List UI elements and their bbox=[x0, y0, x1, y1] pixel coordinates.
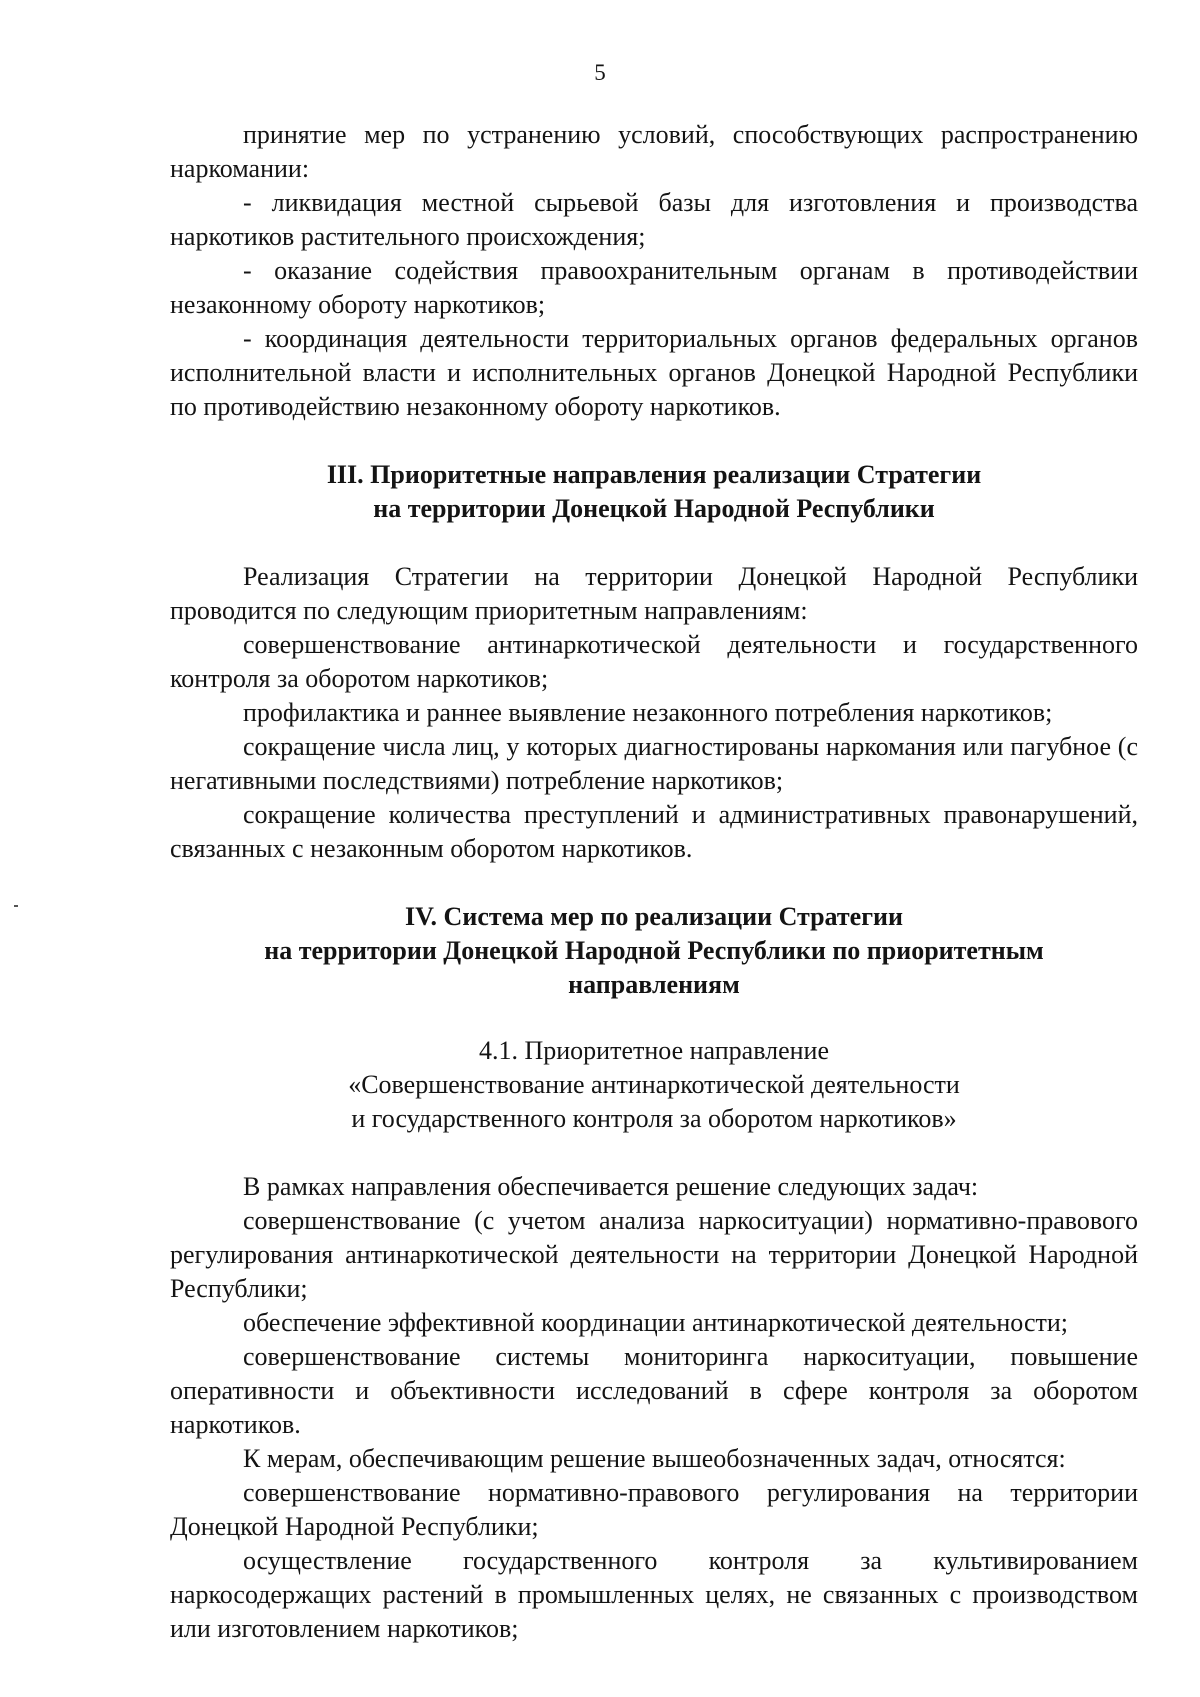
section-4-paragraph: К мерам, обеспечивающим решение вышеобозначенных задач, относятся: bbox=[243, 1444, 1066, 1473]
section-3-heading-line: на территории Донецкой Народной Республики bbox=[373, 494, 935, 523]
section-4-heading-line: на территории Донецкой Народной Республики по приоритетным bbox=[264, 936, 1044, 965]
section-3-heading-line: III. Приоритетные направления реализации Стратегии bbox=[326, 460, 982, 489]
section-4-heading bbox=[170, 900, 1138, 1002]
subsection-heading-line: 4.1. Приоритетное направление bbox=[478, 1036, 830, 1065]
subsection-heading-line: «Совершенствование антинаркотической деятельности bbox=[348, 1070, 960, 1099]
subsection-4-1-heading bbox=[170, 1034, 1138, 1136]
section-4-heading-line: направлениям bbox=[568, 970, 740, 999]
intro-list-item: - координация деятельности территориальных органов федеральных органов исполнительной власти и исполнительных органов Донецкой Народной Республики по противодействию незаконному обороту наркотиков. bbox=[170, 324, 1138, 421]
intro-list-item: - оказание содействия правоохранительным органам в противодействии незаконному обороту наркотиков; bbox=[170, 256, 1138, 319]
section-4-paragraph: обеспечение эффективной координации антинаркотической деятельности; bbox=[243, 1308, 1068, 1337]
section-3-paragraph: профилактика и раннее выявление незаконного потребления наркотиков; bbox=[243, 698, 1053, 727]
section-4-paragraph: совершенствование системы мониторинга наркоситуации, повышение оперативности и объективности исследований в сфере контроля за оборотом наркотиков. bbox=[170, 1342, 1138, 1439]
section-4-paragraph: В рамках направления обеспечивается решение следующих задач: bbox=[243, 1172, 979, 1201]
section-4-paragraph: совершенствование (с учетом анализа наркоситуации) нормативно-правового регулирования антинаркотической деятельности на территории Донецкой Народной Республики; bbox=[170, 1206, 1138, 1303]
intro-list-item: - ликвидация местной сырьевой базы для изготовления и производства наркотиков растительного происхождения; bbox=[170, 188, 1138, 251]
intro-paragraph: принятие мер по устранению условий, способствующих распространению наркомании: bbox=[170, 120, 1138, 183]
scan-artifact bbox=[14, 905, 18, 907]
subsection-heading-line: и государственного контроля за оборотом наркотиков» bbox=[351, 1104, 957, 1133]
section-4-paragraph: осуществление государственного контроля за культивированием наркосодержащих растений в промышленных целях, не связанных с производством или изготовлением наркотиков; bbox=[170, 1546, 1138, 1643]
section-4-paragraph: совершенствование нормативно-правового регулирования на территории Донецкой Народной Республики; bbox=[170, 1478, 1138, 1541]
section-4-heading-line: IV. Система мер по реализации Стратегии bbox=[405, 902, 903, 931]
page-number: 5 bbox=[594, 60, 606, 85]
section-3-heading bbox=[170, 458, 1138, 526]
section-3-paragraph: сокращение числа лиц, у которых диагностированы наркомания или пагубное (с негативными последствиями) потребление наркотиков; bbox=[170, 732, 1138, 795]
section-3-paragraph: сокращение количества преступлений и административных правонарушений, связанных с незаконным оборотом наркотиков. bbox=[170, 800, 1138, 863]
section-3-paragraph: совершенствование антинаркотической деятельности и государственного контроля за оборотом наркотиков; bbox=[170, 630, 1138, 693]
page-content bbox=[170, 118, 1138, 1646]
section-3-paragraph: Реализация Стратегии на территории Донецкой Народной Республики проводится по следующим приоритетным направлениям: bbox=[170, 562, 1138, 625]
